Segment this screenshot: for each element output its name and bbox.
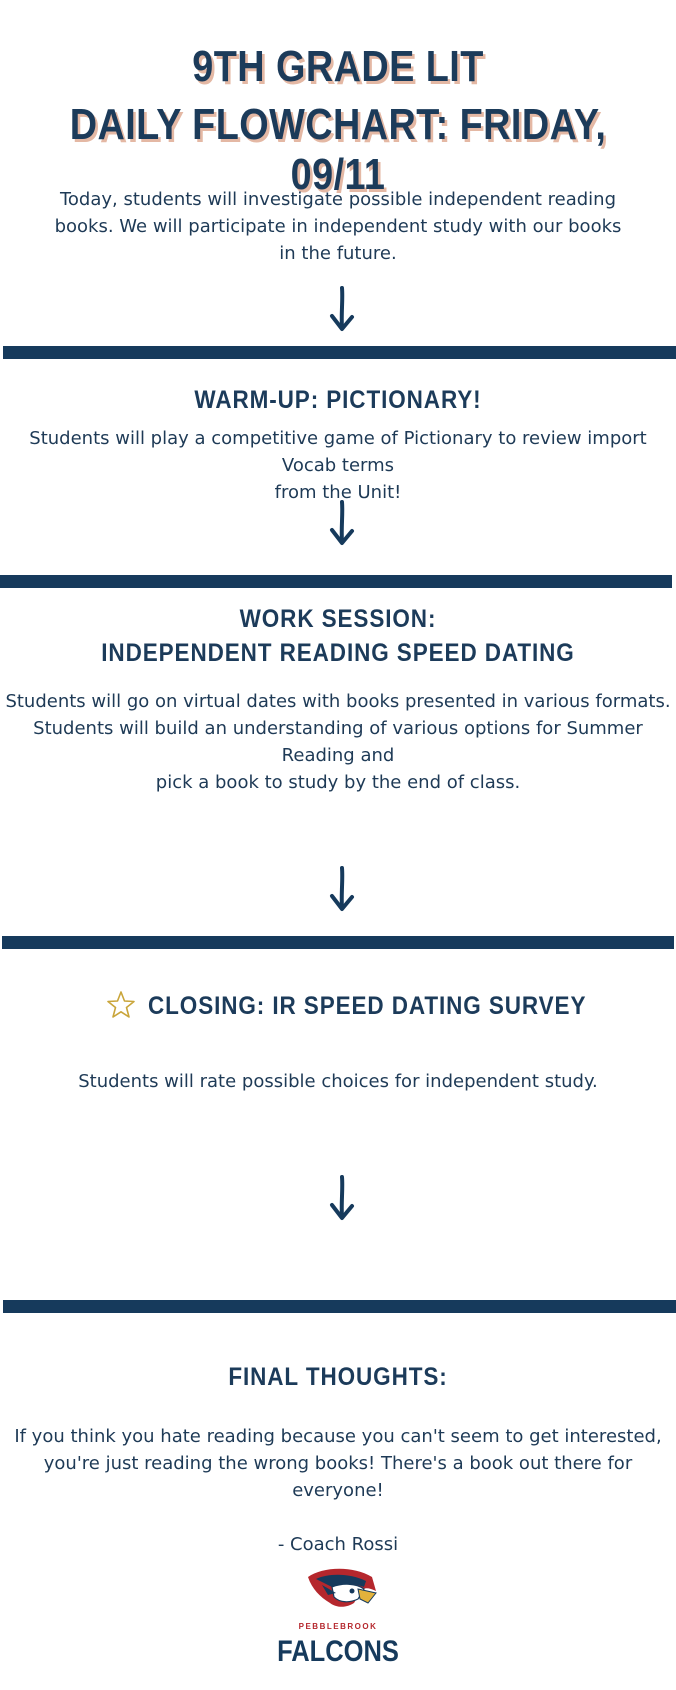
work-session-line: Students will build an understanding of various options for Summer Reading and [33,718,643,766]
work-session-heading-line1: WORK SESSION: [239,605,437,633]
final-heading: FINAL THOUGHTS: [228,1363,448,1391]
section-divider [2,936,674,949]
final-line: you're just reading the wrong books! There's a book out there for [43,1453,633,1474]
signature: - Coach Rossi [277,1534,399,1555]
work-session-heading-line2: INDEPENDENT READING SPEED DATING [101,639,575,667]
warmup-text [0,425,676,506]
down-arrow-icon [327,866,357,914]
page-title-line2: DAILY FLOWCHART: FRIDAY, 09/11 [69,100,607,199]
work-session-text [0,688,676,796]
page-title-line1: 9TH GRADE LIT [192,42,484,91]
intro-line: in the future. [279,243,397,264]
closing-heading: CLOSING: IR SPEED DATING SURVEY [148,992,587,1020]
intro-line: Today, students will investigate possible independent reading [59,189,617,210]
section-divider [3,346,676,359]
warmup-line: from the Unit! [274,482,402,503]
section-divider [0,575,672,588]
closing-text: Students will rate possible choices for independent study. [78,1071,598,1092]
logo-school-name: PEBBLEBROOK [298,1622,378,1631]
final-text [0,1423,676,1504]
section-divider [3,1300,676,1313]
logo-mascot-name: FALCONS [277,1635,399,1668]
final-line: If you think you hate reading because you can't seem to get interested, [14,1426,662,1447]
down-arrow-icon [327,1175,357,1223]
final-line: everyone! [292,1480,384,1501]
warmup-heading: WARM-UP: PICTIONARY! [194,386,482,414]
warmup-line: Students will play a competitive game of Pictionary to review import Vocab terms [29,428,647,476]
star-icon [106,990,136,1020]
intro-text [0,186,676,267]
down-arrow-icon [327,500,357,548]
work-session-line: pick a book to study by the end of class. [155,772,521,793]
falcon-logo-icon [302,1563,382,1613]
intro-line: books. We will participate in independent study with our books [54,216,622,237]
down-arrow-icon [327,286,357,334]
work-session-line: Students will go on virtual dates with books presented in various formats. [5,691,671,712]
